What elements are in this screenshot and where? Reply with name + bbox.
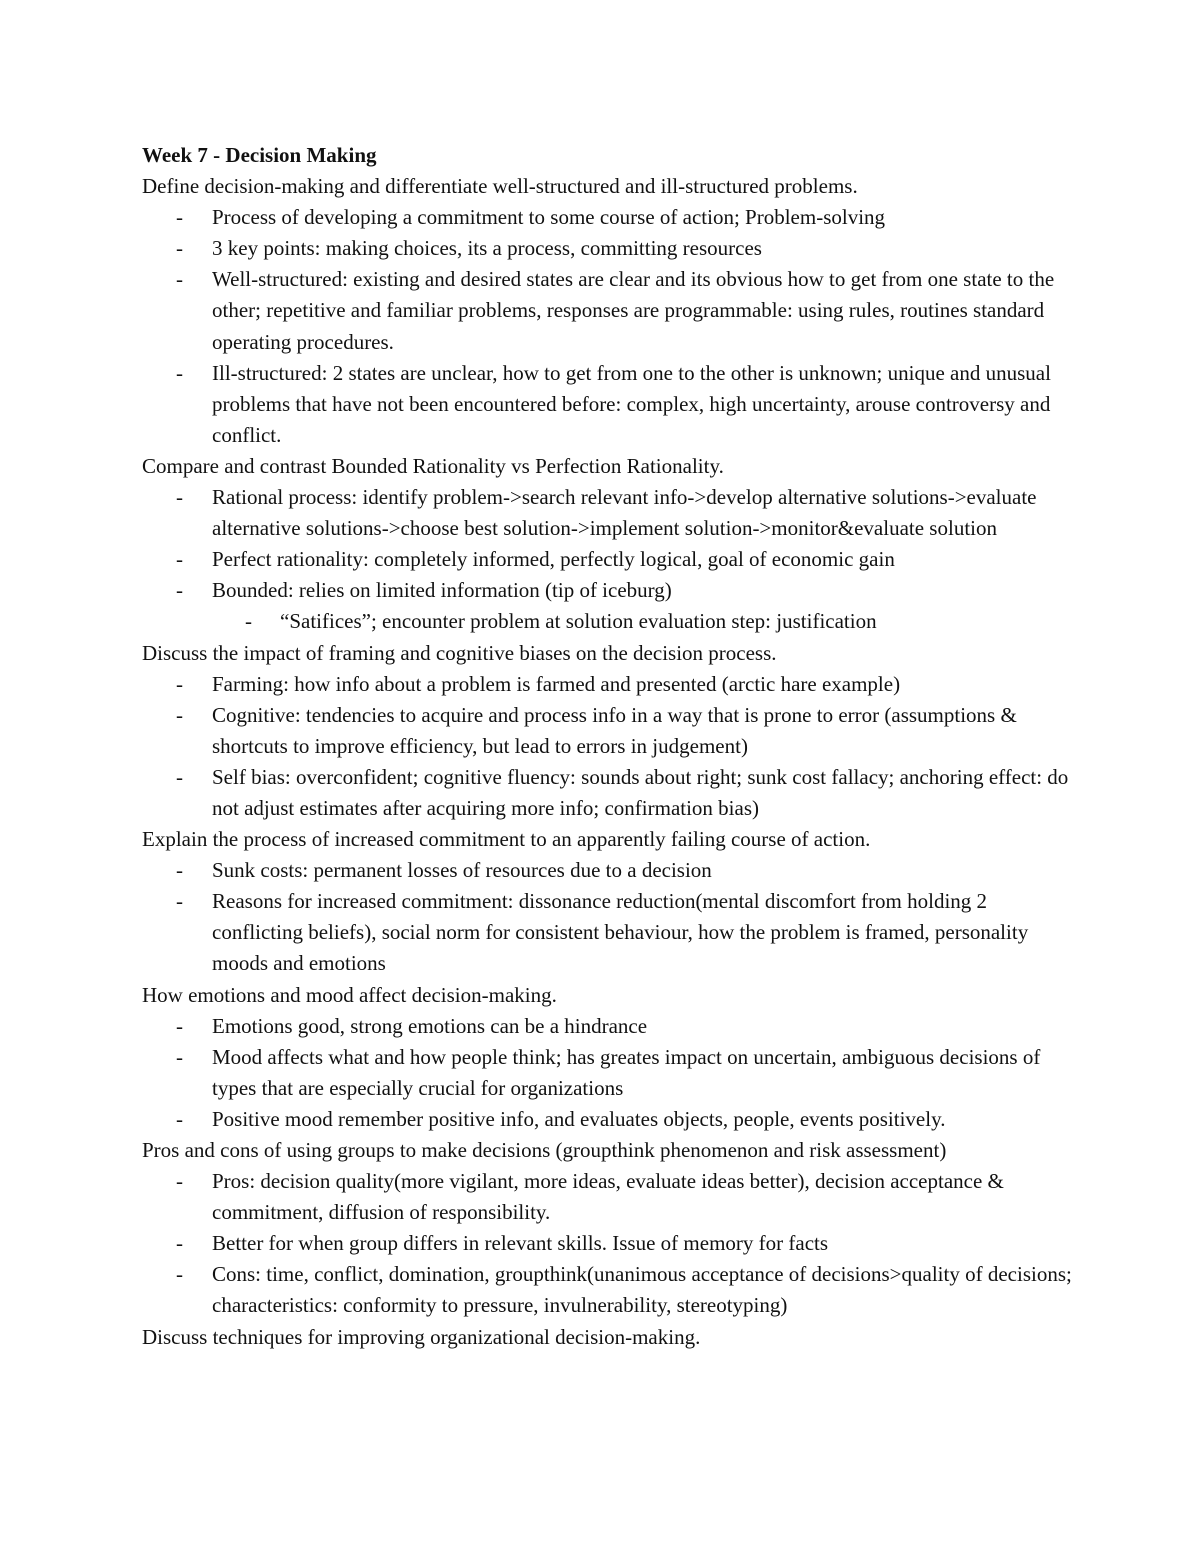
sub-bullet-item: - “Satifices”; encounter problem at solution evaluation step: justification [142,606,1082,637]
bullet-item: - Sunk costs: permanent losses of resources due to a decision [142,855,1082,886]
bullet-item: - Self bias: overconfident; cognitive fluency: sounds about right; sunk cost fallacy; anchoring effect: do not adjust estimates after acquiring more info; confirmation bias) [142,762,1082,824]
bullet-item: - Reasons for increased commitment: dissonance reduction(mental discomfort from holding 2 conflicting beliefs), social norm for consistent behaviour, how the problem is framed, personality moods and emotions [142,886,1082,979]
bullet-item: - Better for when group differs in relevant skills. Issue of memory for facts [142,1228,1082,1259]
section-heading: Compare and contrast Bounded Rationality vs Perfection Rationality. [142,453,724,478]
bullet-item: - Well-structured: existing and desired states are clear and its obvious how to get from one state to the other; repetitive and familiar problems, responses are programmable: using rules, routines standard operating procedures. [142,264,1082,357]
section-heading: Discuss the impact of framing and cognitive biases on the decision process. [142,640,777,665]
section-heading: Define decision-making and differentiate well-structured and ill-structured problems. [142,174,858,199]
bullet-item: - Pros: decision quality(more vigilant, more ideas, evaluate ideas better), decision acceptance & commitment, diffusion of responsibility. [142,1166,1082,1228]
bullet-item: - Cognitive: tendencies to acquire and process info in a way that is prone to error (assumptions & shortcuts to improve efficiency, but lead to errors in judgement) [142,700,1082,762]
bullet-item: - Positive mood remember positive info, and evaluates objects, people, events positively. [142,1104,1082,1135]
bullet-item: - Emotions good, strong emotions can be a hindrance [142,1011,1082,1042]
document-page [142,140,1082,1353]
bullet-item: - 3 key points: making choices, its a process, committing resources [142,233,1082,264]
bullet-item: - Process of developing a commitment to some course of action; Problem-solving [142,202,1082,233]
bullet-item: - Farming: how info about a problem is farmed and presented (arctic hare example) [142,669,1082,700]
section-heading: Discuss techniques for improving organizational decision-making. [142,1324,701,1349]
bullet-item: - Cons: time, conflict, domination, groupthink(unanimous acceptance of decisions>quality of decisions; characteristics: conformity to pressure, invulnerability, stereotyping) [142,1259,1082,1321]
bullet-item: - Rational process: identify problem->search relevant info->develop alternative solutions->evaluate alternative solutions->choose best solution->implement solution->monitor&evaluate solution [142,482,1082,544]
bullet-item: - Mood affects what and how people think; has greates impact on uncertain, ambiguous decisions of types that are especially crucial for organizations [142,1042,1082,1104]
bullet-item: - Bounded: relies on limited information (tip of iceburg) [142,575,1082,606]
section-heading: Explain the process of increased commitment to an apparently failing course of action. [142,827,871,852]
section-heading: Pros and cons of using groups to make decisions (groupthink phenomenon and risk assessment) [142,1138,947,1162]
bullet-item: - Ill-structured: 2 states are unclear, how to get from one to the other is unknown; unique and unusual problems that have not been encountered before: complex, high uncertainty, arouse controversy and conflict. [142,358,1082,451]
bullet-item: - Perfect rationality: completely informed, perfectly logical, goal of economic gain [142,544,1082,575]
section-heading: How emotions and mood affect decision-making. [142,982,557,1007]
document-title: Week 7 - Decision Making [142,143,377,167]
